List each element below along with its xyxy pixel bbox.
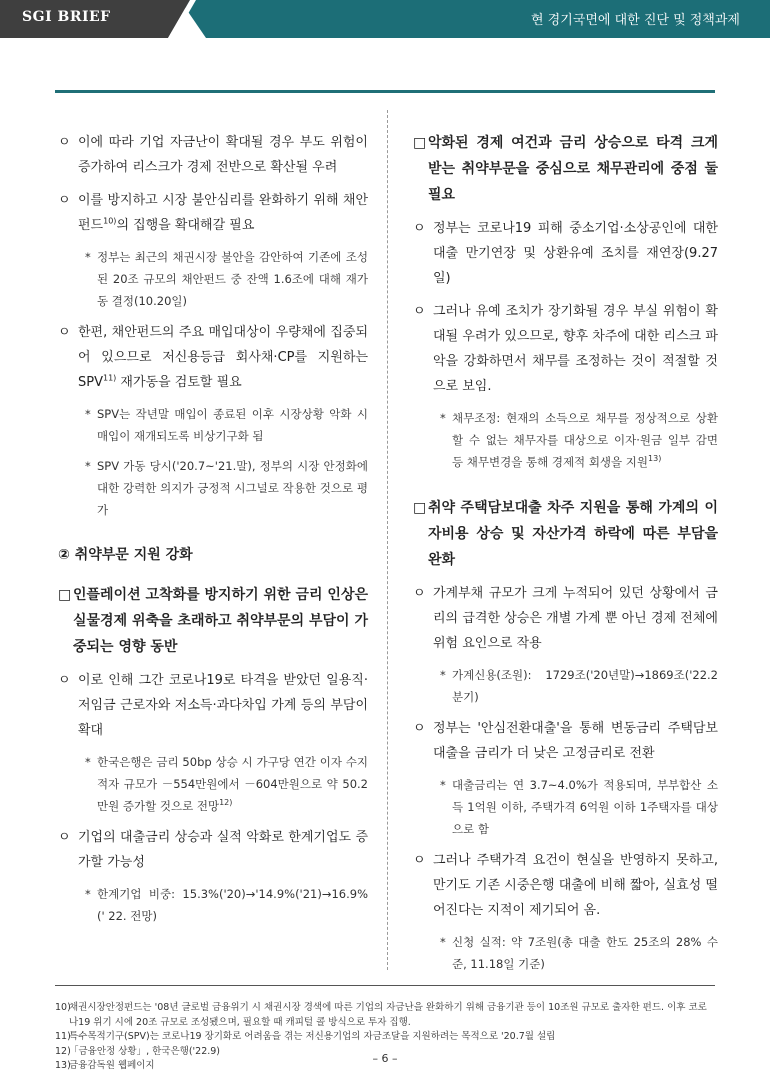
- bullet-paragraph: [58, 130, 368, 180]
- footnote-number: 13): [55, 1060, 71, 1071]
- paragraph-text: 가계부채 규모가 크게 누적되어 있던 상황에서 금리의 급격한 상승은 개별 가계 뿐 아닌 경제 전체에 위험 요인으로 작용: [433, 586, 718, 651]
- footnote-text: 「금융안정 상황」, 한국은행('22.9): [69, 1045, 221, 1057]
- paragraph-text: 인플레이션 고착화를 방지하기 위한 금리 인상은 실물경제 위축을 초래하고 취약부문의 부담이 가중되는 영향 동반: [73, 587, 368, 655]
- top-rule: [55, 90, 715, 93]
- note-paragraph: [58, 455, 368, 521]
- footnote-rule: [55, 985, 715, 986]
- bullet-marker: ㅇ: [58, 830, 71, 845]
- note-paragraph: [413, 407, 718, 473]
- paragraph-text: 이를 방지하고 시장 불안심리를 완화하기 위해 채안펀드: [78, 193, 368, 233]
- footnote: [55, 1030, 715, 1045]
- note-paragraph: [58, 403, 368, 447]
- bullet-paragraph: [413, 216, 718, 291]
- bullet-paragraph: [413, 716, 718, 766]
- footnote-ref: 13): [648, 454, 662, 464]
- footnote-number: 11): [55, 1031, 71, 1042]
- footnote-ref: 10): [103, 216, 117, 226]
- bullet-paragraph: [58, 320, 368, 395]
- bullet-marker: ㅇ: [58, 135, 71, 150]
- footnote-ref: 12): [219, 798, 233, 808]
- bullet-marker: ㅇ: [58, 673, 71, 688]
- header-title: 현 경기국면에 대한 진단 및 정책과제: [530, 13, 740, 28]
- right-column: [413, 130, 718, 983]
- note-paragraph: [413, 664, 718, 708]
- bullet-marker: ㅇ: [413, 221, 426, 236]
- paragraph-text: 한계기업 비중: 15.3%('20)→'14.9%('21)→16.9%(' 22. 전망): [97, 887, 368, 923]
- bullet-marker: *: [440, 411, 446, 425]
- page-header: [0, 0, 770, 38]
- bullet-marker: □: [58, 587, 72, 603]
- note-paragraph: [58, 246, 368, 312]
- bullet-marker: *: [85, 459, 91, 473]
- brand-label: SGI BRIEF: [22, 9, 111, 25]
- bullet-marker: ㅇ: [413, 853, 426, 868]
- paragraph-text: 채무조정: 현재의 소득으로 채무를 정상적으로 상환할 수 없는 채무자를 대상으로 이자·원금 일부 감면 등 채무변경을 통해 경제적 회생을 지원: [452, 411, 718, 469]
- footnote-text: 금융감독원 웹페이지: [69, 1060, 155, 1071]
- paragraph-text: 정부는 '안심전환대출'을 통해 변동금리 주택담보대출을 금리가 더 낮은 고정금리로 전환: [433, 721, 718, 761]
- bullet-marker: □: [413, 500, 427, 516]
- note-paragraph: [413, 774, 718, 840]
- paragraph-text: 기업의 대출금리 상승과 실적 악화로 한계기업도 증가할 가능성: [78, 830, 368, 870]
- spacer: [413, 481, 718, 495]
- note-paragraph: [413, 931, 718, 975]
- bullet-paragraph: [58, 188, 368, 238]
- bullet-marker: ㅇ: [58, 325, 71, 340]
- paragraph-text: 정부는 코로나19 피해 중소기업·소상공인에 대한 대출 만기연장 및 상환유예 조치를 재연장(9.27일): [433, 221, 718, 286]
- column-divider: [387, 110, 388, 970]
- bullet-paragraph: [413, 848, 718, 923]
- bullet-marker: ㅇ: [413, 304, 426, 319]
- paragraph-text: SPV 가동 당시('20.7~'21.말), 정부의 시장 안정화에 대한 강력한 의지가 긍정적 시그널로 작용한 것으로 평가: [97, 459, 368, 517]
- topic-paragraph: [58, 582, 368, 660]
- footnote-number: 10): [55, 1002, 71, 1013]
- bullet-paragraph: [58, 825, 368, 875]
- footnote-ref: 11): [102, 373, 117, 383]
- bullet-paragraph: [58, 668, 368, 743]
- footnote: [55, 1001, 715, 1030]
- paragraph-text: 그러나 주택가격 요건이 현실을 반영하지 못하고, 만기도 기존 시중은행 대출에 비해 짧아, 실효성 떨어진다는 지적이 제기되어 옴.: [433, 853, 718, 918]
- paragraph-text: SPV는 작년말 매입이 종료된 이후 시장상황 악화 시 매입이 재개되도록 비상기구화 됨: [97, 407, 368, 443]
- bullet-marker: *: [440, 935, 446, 949]
- paragraph-text: 한국은행은 금리 50bp 상승 시 가구당 연간 이자 수지 적자 규모가 －554만원에서 －604만원으로 약 50.2만원 증가할 것으로 전망: [97, 755, 368, 813]
- bullet-marker: *: [440, 668, 446, 682]
- topic-paragraph: [413, 495, 718, 573]
- bullet-marker: *: [440, 778, 446, 792]
- paragraph-text: 이로 인해 그간 코로나19로 타격을 받았던 일용직·저임금 근로자와 저소득·과다차입 가계 등의 부담이 확대: [78, 673, 368, 738]
- paragraph-text: 의 집행을 확대해갈 필요: [116, 218, 255, 233]
- bullet-marker: □: [413, 135, 427, 151]
- left-column: [58, 130, 368, 935]
- paragraph-text: 대출금리는 연 3.7~4.0%가 적용되며, 부부합산 소득 1억원 이하, 주택가격 6억원 이하 1주택자를 대상으로 함: [452, 778, 718, 836]
- bullet-marker: *: [85, 250, 91, 264]
- note-paragraph: [58, 751, 368, 817]
- bullet-marker: *: [85, 407, 91, 421]
- bullet-marker: ㅇ: [413, 586, 426, 601]
- paragraph-text: 정부는 최근의 채권시장 불안을 감안하여 기존에 조성된 20조 규모의 채안펀드 중 잔액 1.6조에 대해 재가동 결정(10.20일): [97, 250, 368, 308]
- bullet-paragraph: [413, 581, 718, 656]
- paragraph-text: 재가동을 검토할 필요: [116, 375, 242, 390]
- paragraph-text: 취약 주택담보대출 차주 지원을 통해 가계의 이자비용 상승 및 자산가격 하락에 따른 부담을 완화: [428, 500, 718, 568]
- paragraph-text: 그러나 유예 조치가 장기화될 경우 부실 위험이 확대될 우려가 있으므로, 향후 차주에 대한 리스크 파악을 강화하면서 채무를 조정하는 것이 적절할 것으로 보임.: [433, 304, 718, 394]
- footnote-number: 12): [55, 1045, 71, 1057]
- paragraph-text: 가계신용(조원): 1729조('20년말)→1869조('22.2분기): [452, 668, 718, 704]
- bullet-marker: *: [85, 887, 91, 901]
- bullet-marker: ㅇ: [413, 721, 426, 736]
- topic-paragraph: [413, 130, 718, 208]
- paragraph-text: 신청 실적: 약 7조원(총 대출 한도 25조의 28% 수준, 11.18일 기준): [452, 935, 718, 971]
- footnote-text: 특수목적기구(SPV)는 코로나19 장기화로 어려움을 겪는 저신용기업의 자금조달을 지원하려는 목적으로 '20.7월 설립: [69, 1031, 556, 1042]
- bullet-marker: *: [85, 755, 91, 769]
- section-heading: ② 취약부문 지원 강화: [58, 547, 193, 563]
- footnote-text: 채권시장안정펀드는 '08년 글로벌 금융위기 시 채권시장 경색에 따른 기업의 자금난을 완화하기 위해 금융기관 등이 10조원 규모로 출자한 펀드. 이후 코로나19 위기 시에 20조 규모로 조성됐으며, 필요할 때 캐피털 콜 방식으로 투자 집행.: [69, 1002, 707, 1028]
- paragraph-text: 악화된 경제 여건과 금리 상승으로 타격 크게 받는 취약부문을 중심으로 채무관리에 중점 둘 필요: [428, 135, 718, 203]
- bullet-marker: ㅇ: [58, 193, 71, 208]
- note-paragraph: [58, 883, 368, 927]
- bullet-paragraph: [413, 299, 718, 399]
- paragraph-text: 한편, 채안펀드의 주요 매입대상이 우량채에 집중되어 있으므로 저신용등급 회사채·CP를 지원하는 SPV: [78, 325, 368, 390]
- page-number: – 6 –: [372, 1052, 398, 1065]
- paragraph-text: 이에 따라 기업 자금난이 확대될 경우 부도 위험이 증가하여 리스크가 경제 전반으로 확산될 우려: [78, 135, 368, 175]
